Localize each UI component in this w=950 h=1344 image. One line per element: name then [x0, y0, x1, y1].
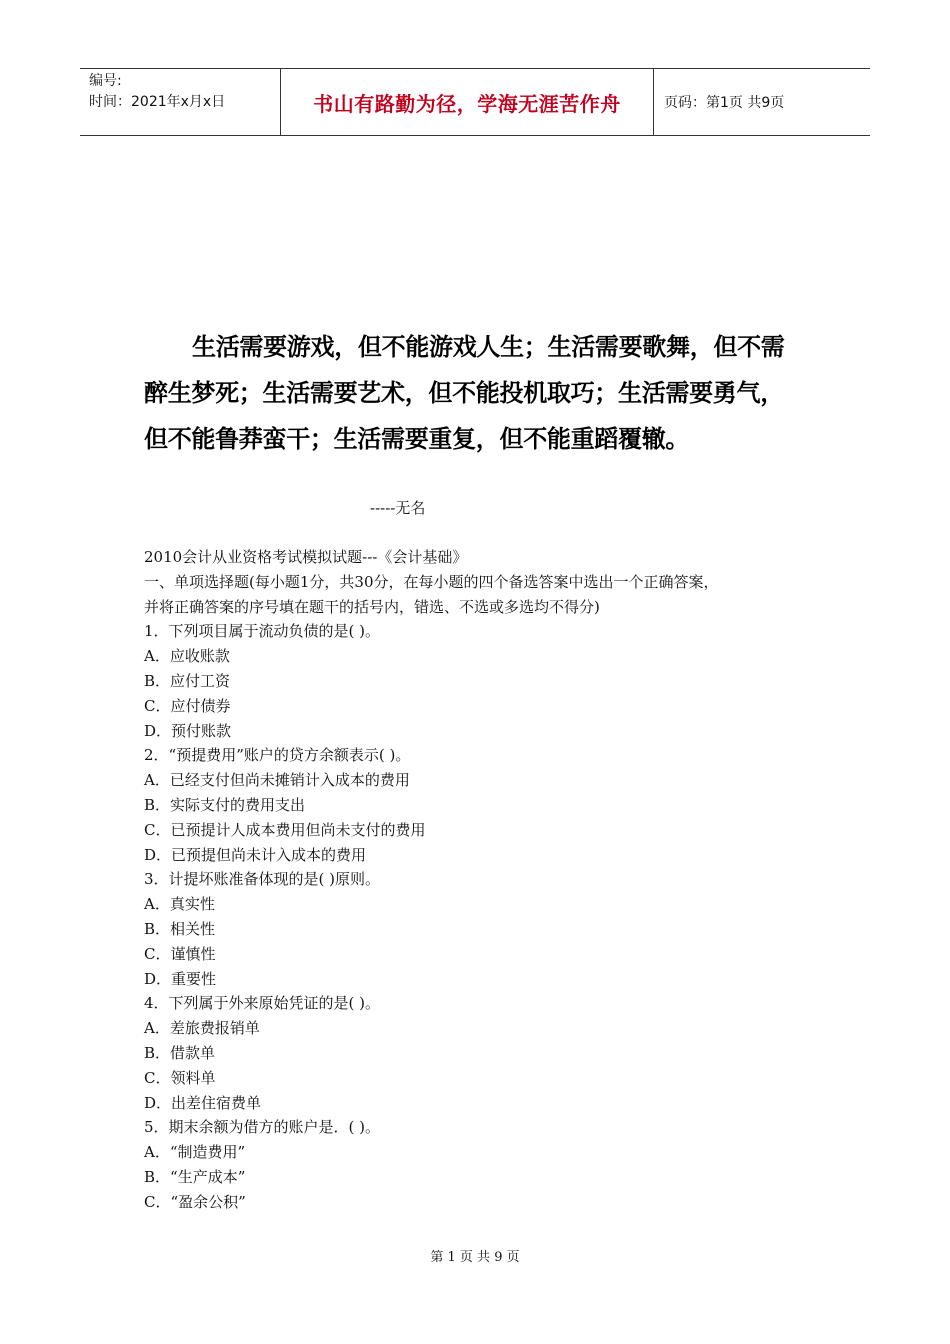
question-5-option-b: B．“生产成本” [144, 1167, 246, 1186]
question-2: 2．“预提费用”账户的贷方余额表示( )。 [144, 746, 411, 765]
question-4-option-d: D．出差住宿费单 [144, 1093, 262, 1112]
question-3-option-d: D．重要性 [144, 969, 217, 988]
question-3-option-a: A．真实性 [144, 895, 215, 914]
question-3-option-b: B．相关性 [144, 919, 216, 938]
question-4-option-a: A．差旅费报销单 [144, 1019, 260, 1038]
quote-text: 生活需要游戏，但不能游戏人生；生活需要歌舞，但不需醉生梦死；生活需要艺术，但不能投机取巧；生活需要勇气，但不能鲁莽蛮干；生活需要重复，但不能重蹈覆辙。 [144, 333, 785, 453]
question-2-option-c: C．已预提计人成本费用但尚未支付的费用 [144, 820, 426, 839]
question-1: 1．下列项目属于流动负债的是( )。 [144, 622, 381, 641]
question-3-option-c: C．谨慎性 [144, 944, 216, 963]
header-motto: 书山有路勤为径，学海无涯苦作舟 [281, 69, 654, 135]
question-2-option-d: D．已预提但尚未计入成本的费用 [144, 845, 367, 864]
question-2-option-b: B．实际支付的费用支出 [144, 795, 306, 814]
header-meta [80, 69, 281, 135]
question-1-option-b: B．应付工资 [144, 671, 231, 690]
number-label: 编号: [89, 73, 122, 89]
question-4: 4．下列属于外来原始凭证的是( )。 [144, 994, 381, 1013]
question-1-option-c: C．应付债券 [144, 696, 231, 715]
page-footer: 第 1 页 共 9 页 [430, 1250, 520, 1265]
quote-author: -----无名 [370, 499, 426, 517]
question-1-option-d: D．预付账款 [144, 721, 232, 740]
question-4-option-c: C．领料单 [144, 1068, 216, 1087]
header-page-info: 页码：第1页 共9页 [664, 95, 785, 111]
section-instructions-cont: 并将正确答案的序号填在题干的括号内，错选、不选或多选均不得分) [144, 597, 600, 616]
question-5-option-a: A．“制造费用” [144, 1143, 246, 1162]
question-5: 5．期末余额为借方的账户是．( )。 [144, 1118, 381, 1137]
document-header [80, 68, 870, 136]
exam-title: 2010会计从业资格考试模拟试题---《会计基础》 [144, 548, 468, 566]
question-5-option-c: C．“盈余公积” [144, 1192, 246, 1211]
section-instructions: 一、单项选择题(每小题1分，共30分，在每小题的四个备选答案中选出一个正确答案， [144, 572, 719, 591]
question-4-option-b: B．借款单 [144, 1043, 216, 1062]
question-3: 3．计提坏账准备体现的是( )原则。 [144, 870, 381, 889]
question-2-option-a: A．已经支付但尚未摊销计入成本的费用 [144, 771, 410, 790]
time-label: 时间：2021年x月x日 [89, 94, 226, 110]
exam-content [144, 545, 824, 1215]
question-1-option-a: A．应收账款 [144, 647, 230, 666]
